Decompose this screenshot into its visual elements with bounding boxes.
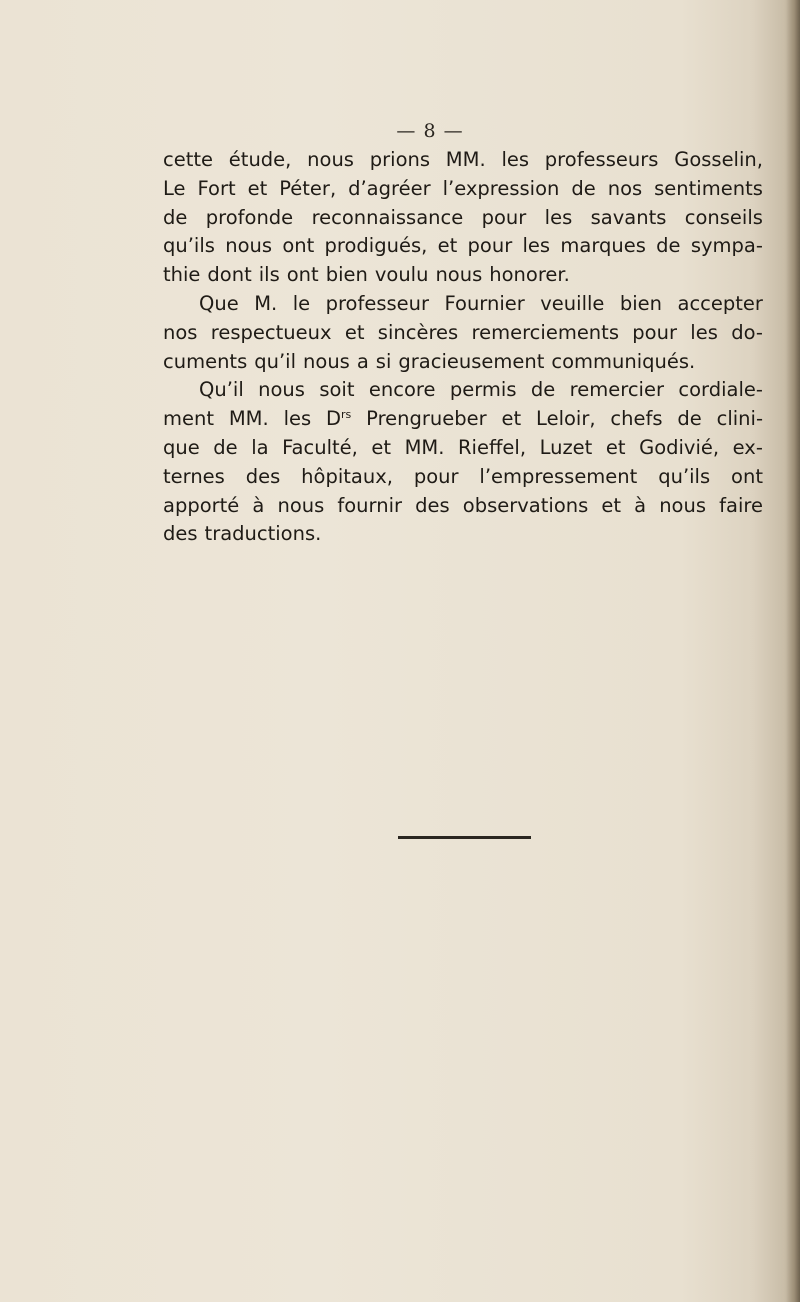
text-line: apporté à nous fournir des observations et à nous faire <box>163 493 763 517</box>
body-text <box>163 146 763 549</box>
text-line: nos respectueux et sincères remerciements pour les do- <box>163 320 763 344</box>
text-line: Qu’il nous soit encore permis de remercier cordiale- <box>199 378 763 402</box>
text-line: ternes des hôpitaux, pour l’empressement qu’ils ont <box>163 464 763 488</box>
text-line: cuments qu’il nous a si gracieusement communiqués. <box>163 349 696 373</box>
text-line: Le Fort et Péter, d’agréer l’expression de nos sentiments <box>163 176 763 200</box>
text-line: thie dont ils ont bien voulu nous honorer. <box>163 263 570 287</box>
text-line: que de la Faculté, et MM. Rieffel, Luzet et Godivié, ex- <box>163 435 763 459</box>
closing-rule <box>398 836 531 839</box>
page-number: — 8 — <box>396 120 464 142</box>
text-line: des traductions. <box>163 522 322 546</box>
page-edge-shadow <box>786 0 800 1302</box>
text-line: Que M. le professeur Fournier veuille bien accepter <box>199 291 763 315</box>
text-line: cette étude, nous prions MM. les professeurs Gosselin, <box>163 148 763 171</box>
text-line: ment MM. les $D^{rs}$ Prengrueber et Leloir, chefs de clini- <box>163 407 763 431</box>
text-line: qu’ils nous ont prodigués, et pour les marques de sympa- <box>163 234 763 258</box>
text-line: de profonde reconnaissance pour les savants conseils <box>163 205 763 229</box>
